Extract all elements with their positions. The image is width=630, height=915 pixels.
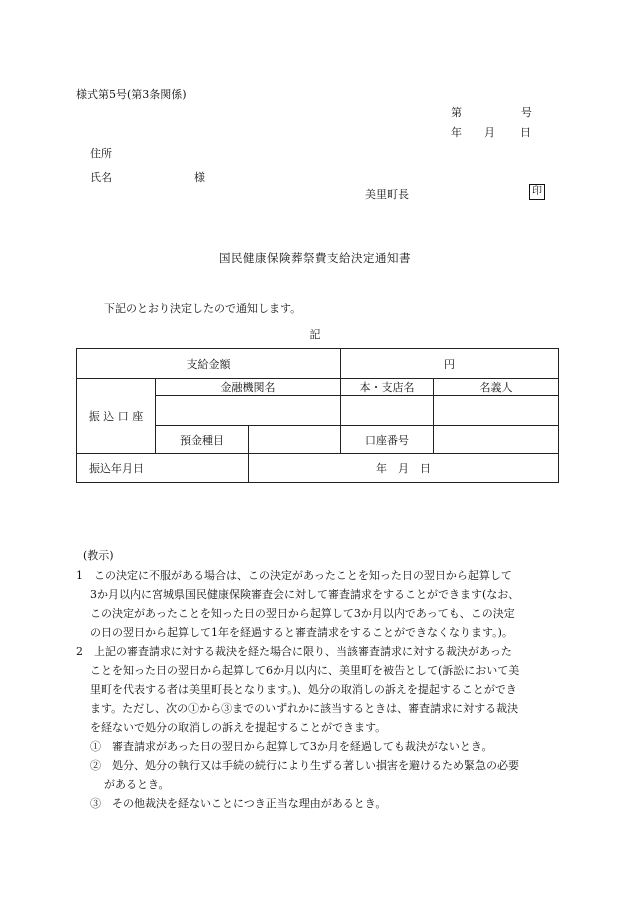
instruction-line: があるとき。 [104,778,170,791]
date-month-label: 月 [484,126,495,139]
payment-amount-label: 支給金額 [77,349,341,379]
instruction-line: を経ないで処分の取消しの訴えを提起することができます。 [90,721,387,734]
account-holder-label: 名義人 [434,379,559,396]
instruction-line: ① 審査請求があった日の翌日から起算して3か月を経過しても裁決がないとき。 [90,740,493,753]
deposit-type-label: 預金種目 [156,426,249,454]
intro-text: 下記のとおり決定したので通知します。 [104,302,302,315]
name-label: 氏名 [90,171,112,184]
account-number-field[interactable] [434,426,559,454]
instruction-line: ことを知った日の翌日から起算して6か月以内に、美里町を被告として(訴訟において美 [90,664,520,677]
instruction-line: 3か月以内に宮城県国民健康保険審査会に対して審査請求をすることができます(なお、 [90,588,520,601]
table-row [77,454,559,483]
mayor-title: 美里町長 [365,188,409,201]
deposit-type-field[interactable] [249,426,341,454]
table-row [77,379,559,396]
account-holder-field[interactable] [434,396,559,426]
address-label: 住所 [90,147,112,160]
instruction-line: ③ その他裁決を経ないことにつき正当な理由があるとき。 [90,797,387,810]
instruction-line: 1 この決定に不服がある場合は、この決定があったことを知った日の翌日から起算して [76,569,512,582]
branch-label: 本・支店名 [341,379,434,396]
transfer-date-label: 振込年月日 [77,454,249,483]
transfer-date-value: 年 月 日 [249,454,559,483]
date-year-label: 年 [451,126,462,139]
date-day-label: 日 [520,126,531,139]
instructions-heading: (教示) [83,549,114,562]
instruction-line: 里町を代表する者は美里町長となります。)、処分の取消しの訴えを提起することができ [90,683,517,696]
instruction-line: 2 上記の審査請求に対する裁決を経た場合に限り、当該審査請求に対する裁決があった [76,645,512,658]
issue-number-suffix: 号 [521,106,532,119]
table-row [77,349,559,379]
payment-amount-yen: 円 [341,349,559,379]
payment-form-table [76,348,559,483]
form-number: 様式第5号(第3条関係) [76,88,187,101]
issue-number-prefix: 第 [451,106,462,119]
instruction-line: この決定があったことを知った日の翌日から起算して3か月以内であっても、この決定 [90,607,515,620]
instruction-line: の日の翌日から起算して1年を経過すると審査請求をすることができなくなります。)。 [90,626,513,639]
bank-name-label: 金融機関名 [156,379,341,396]
bank-name-field[interactable] [156,396,341,426]
honorific: 様 [194,171,205,184]
instruction-line: ます。ただし、次の①から③までのいずれかに該当するときは、審査請求に対する裁決 [90,702,519,715]
document-title: 国民健康保険葬祭費支給決定通知書 [219,251,411,265]
instruction-line: ② 処分、処分の執行又は手続の続行により生ずる著しい損害を避けるため緊急の必要 [90,759,519,772]
transfer-account-label: 振 込 口 座 [77,379,156,454]
account-number-label: 口座番号 [341,426,434,454]
seal-stamp-box: 印 [529,184,545,200]
ki-marker: 記 [309,328,321,341]
branch-field[interactable] [341,396,434,426]
